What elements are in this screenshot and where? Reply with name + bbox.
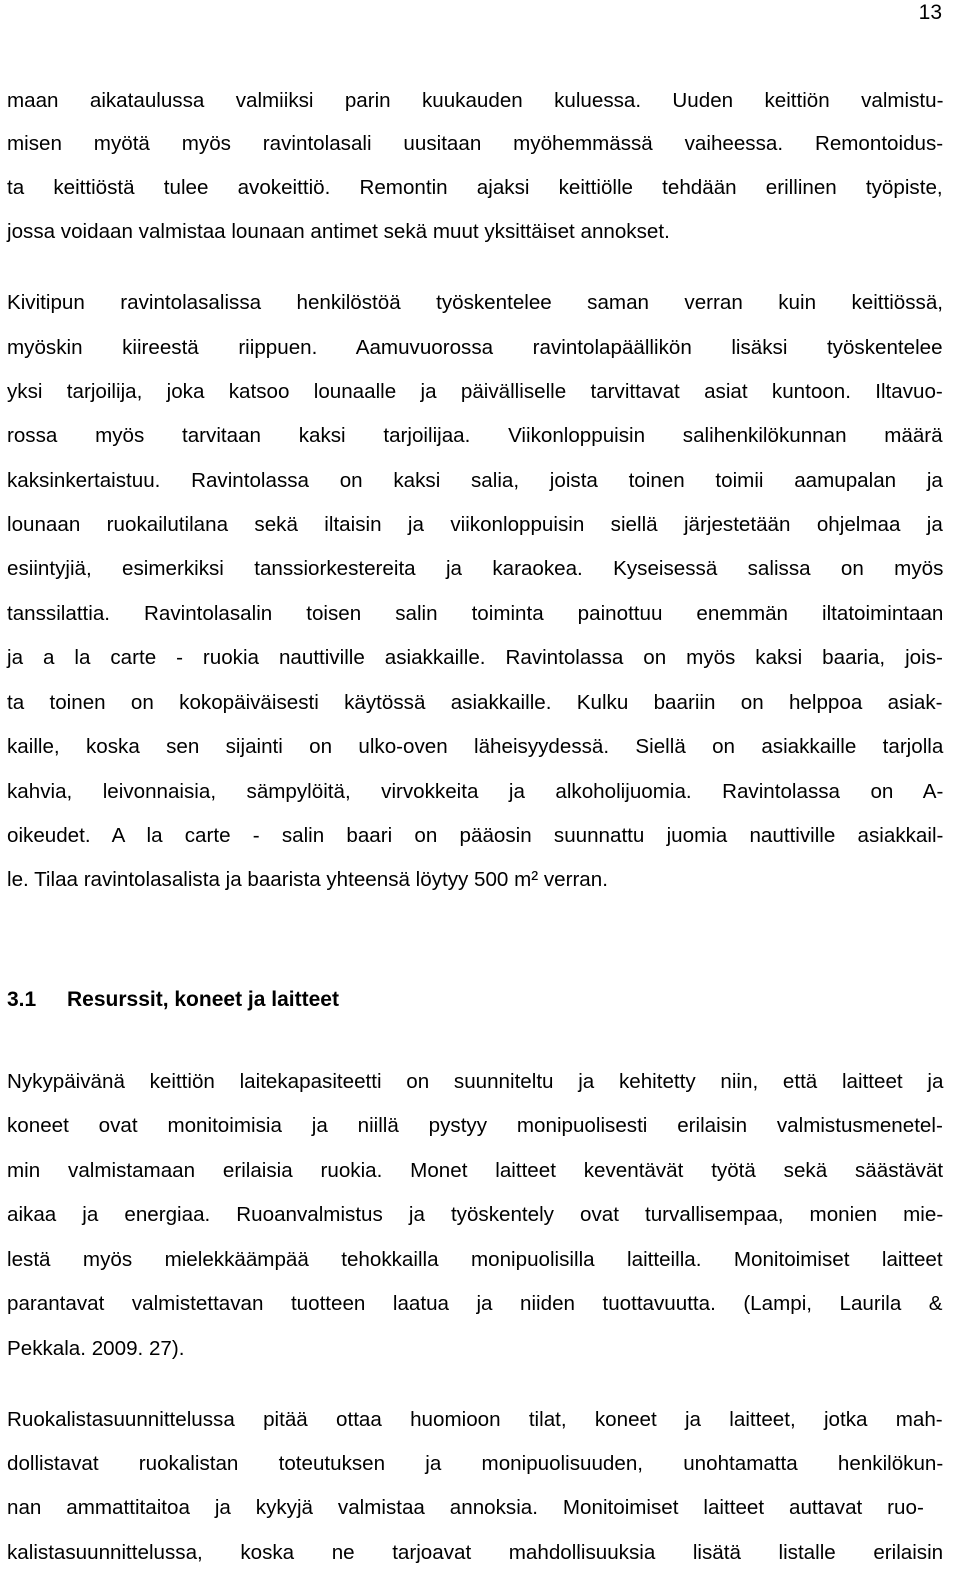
paragraph-2-line: yksi tarjoilija, joka katsoo lounaalle ja päivälliselle tarvittavat asiat kuntoon. Iltavuo-	[7, 380, 943, 403]
paragraph-2-line: kaksinkertaistuu. Ravintolassa on kaksi salia, joista toinen toimii aamupalan ja	[7, 469, 943, 492]
paragraph-2-line: myöskin kiireestä riippuen. Aamuvuorossa ravintolapäällikön lisäksi työskentelee	[7, 336, 943, 359]
paragraph-4-line: nan ammattitaitoa ja kykyjä valmistaa annoksia. Monitoimiset laitteet auttavat ruo-	[7, 1496, 924, 1519]
paragraph-2-line: esiintyjiä, esimerkiksi tanssiorkestereita ja karaokea. Kyseisessä salissa on myös	[7, 557, 944, 580]
paragraph-3-line: Pekkala. 2009. 27).	[7, 1337, 185, 1360]
paragraph-2-line: tanssilattia. Ravintolasalin toisen salin toiminta painottuu enemmän iltatoimintaan	[7, 602, 944, 625]
paragraph-3-line: aikaa ja energiaa. Ruoanvalmistus ja työskentely ovat turvallisempaa, monien mie-	[7, 1203, 944, 1226]
paragraph-3-line: Nykypäivänä keittiön laitekapasiteetti on suunniteltu ja kehitetty niin, että laitteet ja	[7, 1070, 944, 1093]
paragraph-2-line: Kivitipun ravintolasalissa henkilöstöä työskentelee saman verran kuin keittiössä,	[7, 291, 944, 314]
paragraph-2-line: oikeudet. A la carte - salin baari on pääosin suunnattu juomia nauttiville asiakkail-	[7, 824, 944, 847]
paragraph-1-line: misen myötä myös ravintolasali uusitaan myöhemmässä vaiheessa. Remontoidus-	[7, 132, 944, 155]
paragraph-3-line: parantavat valmistettavan tuotteen laatua ja niiden tuottavuutta. (Lampi, Laurila &	[7, 1292, 943, 1315]
paragraph-1-line: maan aikataulussa valmiiksi parin kuukauden kuluessa. Uuden keittiön valmistu-	[7, 89, 944, 112]
paragraph-1-line: jossa voidaan valmistaa lounaan antimet sekä muut yksittäiset annokset.	[7, 220, 670, 243]
section-title: Resurssit, koneet ja laitteet	[67, 988, 339, 1011]
section-number: 3.1	[7, 988, 37, 1011]
paragraph-2-line: lounaan ruokailutilana sekä iltaisin ja viikonloppuisin siellä järjestetään ohjelmaa ja	[7, 513, 943, 536]
paragraph-2-line: le. Tilaa ravintolasalista ja baarista yhteensä löytyy 500 m² verran.	[7, 868, 608, 891]
section-heading	[7, 986, 339, 1014]
paragraph-1-line: ta keittiöstä tulee avokeittiö. Remontin ajaksi keittiölle tehdään erillinen työpiste,	[7, 176, 943, 199]
paragraph-2-line: rossa myös tarvitaan kaksi tarjoilijaa. Viikonloppuisin salihenkilökunnan määrä	[7, 424, 943, 447]
paragraph-4-line: dollistavat ruokalistan toteutuksen ja monipuolisuuden, unohtamatta henkilökun-	[7, 1452, 944, 1475]
paragraph-3-line: koneet ovat monitoimisia ja niillä pystyy monipuolisesti erilaisin valmistusmenetel-	[7, 1114, 943, 1137]
paragraph-2-line: kahvia, leivonnaisia, sämpylöitä, virvokkeita ja alkoholijuomia. Ravintolassa on A-	[7, 780, 944, 803]
paragraph-2-line: ta toinen on kokopäiväisesti käytössä asiakkaille. Kulku baariin on helppoa asiak-	[7, 691, 943, 714]
paragraph-3-line: min valmistamaan erilaisia ruokia. Monet laitteet keventävät työtä sekä säästävät	[7, 1159, 944, 1182]
paragraph-2-line: kaille, koska sen sijainti on ulko-oven läheisyydessä. Siellä on asiakkaille tarjolla	[7, 735, 944, 758]
paragraph-3-line: lestä myös mielekkäämpää tehokkailla monipuolisilla laitteilla. Monitoimiset laitteet	[7, 1248, 943, 1271]
paragraph-4-line: Ruokalistasuunnittelussa pitää ottaa huomioon tilat, koneet ja laitteet, jotka mah-	[7, 1408, 943, 1431]
paragraph-2-line: ja a la carte - ruokia nauttiville asiakkaille. Ravintolassa on myös kaksi baaria, jois-	[7, 646, 943, 669]
page-number: 13	[918, 1, 942, 24]
paragraph-4-line: kalistasuunnittelussa, koska ne tarjoavat mahdollisuuksia lisätä listalle erilaisin	[7, 1541, 944, 1564]
